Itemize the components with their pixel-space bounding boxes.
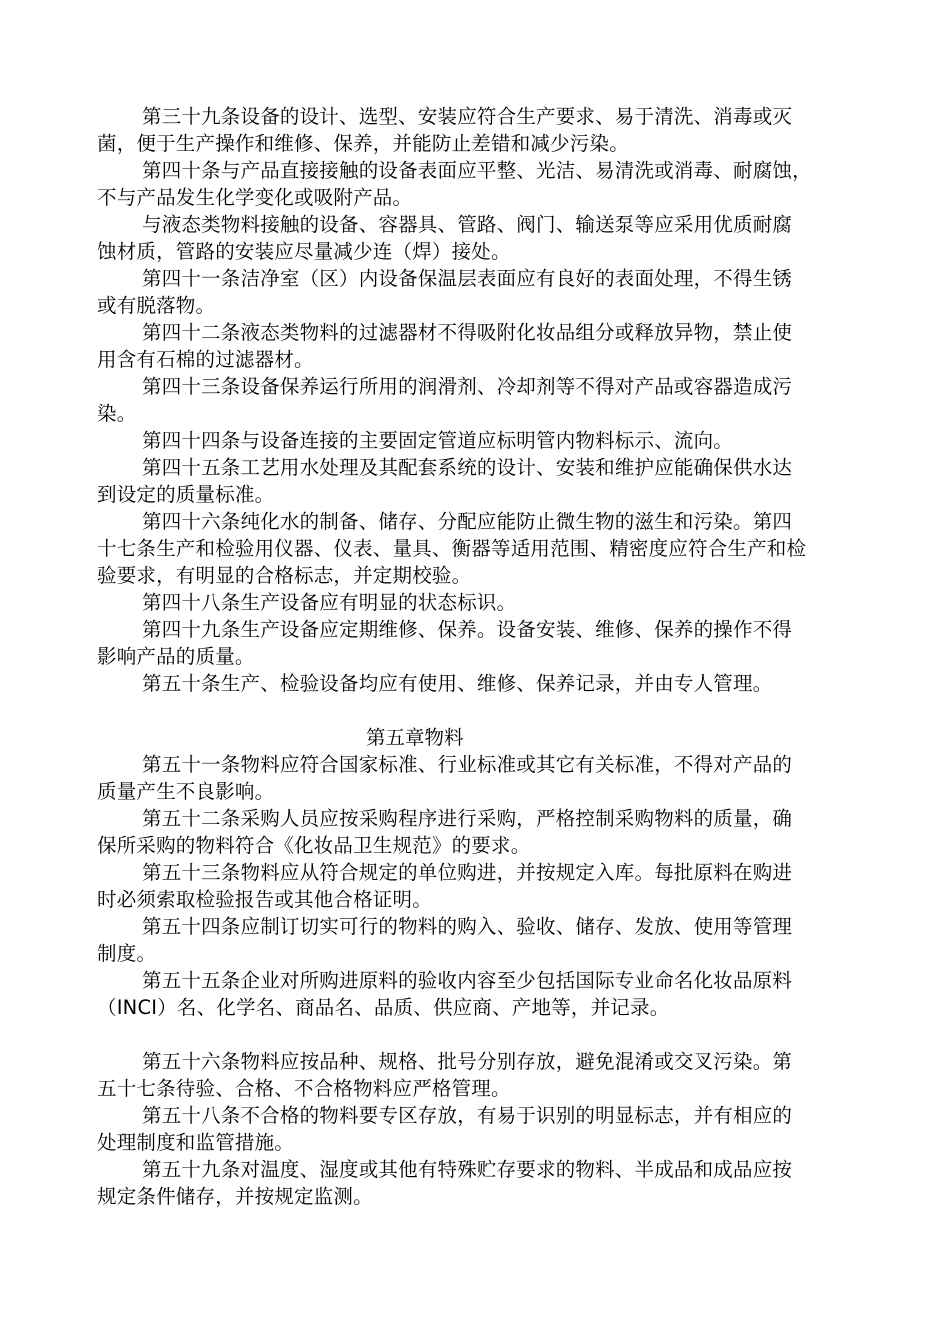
text-line: 第四十九条生产设备应定期维修、保养。设备安装、维修、保养的操作不得 xyxy=(142,618,793,641)
text-line: 十七条生产和检验用仪器、仪表、量具、衡器等适用范围、精密度应符合生产和检 xyxy=(97,537,807,560)
text-line: 第五十八条不合格的物料要专区存放，有易于识别的明显标志，并有相应的 xyxy=(142,1104,793,1127)
text-line: 第五十五条企业对所购进原料的验收内容至少包括国际专业命名化妆品原料 xyxy=(142,969,793,992)
text-line: 不与产品发生化学变化或吸附产品。 xyxy=(97,186,413,209)
text-line: 第四十一条洁净室（区）内设备保温层表面应有良好的表面处理，不得生锈 xyxy=(142,267,793,290)
chapter-heading: 第五章物料 xyxy=(366,726,464,749)
text-line: 第五十六条物料应按品种、规格、批号分别存放，避免混淆或交叉污染。第 xyxy=(142,1050,793,1073)
text-line: 或有脱落物。 xyxy=(97,294,216,317)
text-line: 处理制度和监管措施。 xyxy=(97,1131,295,1154)
text-line: （INCI）名、化学名、商品名、品质、供应商、产地等，并记录。 xyxy=(97,996,670,1019)
text-line: 质量产生不良影响。 xyxy=(97,780,275,803)
text-line: 与液态类物料接触的设备、容器具、管路、阀门、输送泵等应采用优质耐腐 xyxy=(142,213,793,236)
text-line: 制度。 xyxy=(97,942,157,965)
text-line: 规定条件储存，并按规定监测。 xyxy=(97,1185,373,1208)
text-line: 第四十二条液态类物料的过滤器材不得吸附化妆品组分或释放异物，禁止使 xyxy=(142,321,793,344)
text-line: 到设定的质量标准。 xyxy=(97,483,275,506)
text-line: 第四十五条工艺用水处理及其配套系统的设计、安装和维护应能确保供水达 xyxy=(142,456,793,479)
text-line: 第五十三条物料应从符合规定的单位购进，并按规定入库。每批原料在购进 xyxy=(142,861,793,884)
text-line: 第五十一条物料应符合国家标准、行业标准或其它有关标准，不得对产品的 xyxy=(142,753,793,776)
text-line: 影响产品的质量。 xyxy=(97,645,255,668)
text-line: 五十七条待验、合格、不合格物料应严格管理。 xyxy=(97,1077,511,1100)
text-line: 第五十四条应制订切实可行的物料的购入、验收、储存、发放、使用等管理 xyxy=(142,915,793,938)
text-line: 用含有石棉的过滤器材。 xyxy=(97,348,314,371)
text-line: 第五十九条对温度、湿度或其他有特殊贮存要求的物料、半成品和成品应按 xyxy=(142,1158,793,1181)
text-line: 保所采购的物料符合《化妆品卫生规范》的要求。 xyxy=(97,834,531,857)
text-line: 第四十四条与设备连接的主要固定管道应标明管内物料标示、流向。 xyxy=(142,429,734,452)
text-line: 时必须索取检验报告或其他合格证明。 xyxy=(97,888,432,911)
text-line: 染。 xyxy=(97,402,137,425)
text-line: 第四十八条生产设备应有明显的状态标识。 xyxy=(142,591,517,614)
text-line: 蚀材质，管路的安装应尽量减少连（焊）接处。 xyxy=(97,240,511,263)
text-line: 第四十条与产品直接接触的设备表面应平整、光洁、易清洗或消毒、耐腐蚀， xyxy=(142,159,812,182)
text-line: 验要求，有明显的合格标志，并定期校验。 xyxy=(97,564,472,587)
text-line: 第三十九条设备的设计、选型、安装应符合生产要求、易于清洗、消毒或灭 xyxy=(142,105,793,128)
text-line: 第五十二条采购人员应按采购程序进行采购，严格控制采购物料的质量，确 xyxy=(142,807,793,830)
text-line: 第四十三条设备保养运行所用的润滑剂、冷却剂等不得对产品或容器造成污 xyxy=(142,375,793,398)
text-line: 第五十条生产、检验设备均应有使用、维修、保养记录，并由专人管理。 xyxy=(142,672,773,695)
text-line: 菌，便于生产操作和维修、保养，并能防止差错和减少污染。 xyxy=(97,132,629,155)
text-line: 第四十六条纯化水的制备、储存、分配应能防止微生物的滋生和污染。第四 xyxy=(142,510,793,533)
